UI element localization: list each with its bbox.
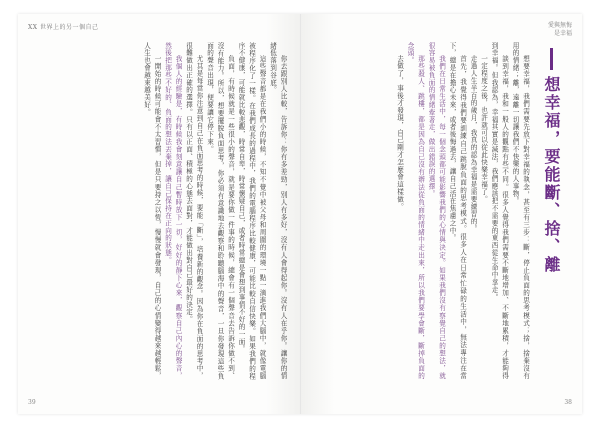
paragraph: 我們在日常生活中，每一個念頭都可能影響我們的心情與決定。如果我們沒有察覺自己的想法，就很容易被負面的情緒牽著走，做出錯誤的選擇。: [427, 42, 446, 380]
paragraph: 一開始的時候可能會不太習慣，但是只要持之以恆，慢慢就會發現，自己的心情變得越來越輕鬆，人生也會越來越美好。: [142, 42, 161, 380]
left-page: [18, 14, 301, 414]
paragraph: 一定程度之後，也許就可以從此快樂幸福了。: [479, 55, 488, 204]
paragraph: 走過人生半百的歲月，我真的認為幸福是需要練習的。: [469, 55, 477, 233]
paragraph: 去做了，事後才發現，自己剛才怎麼會這樣做。: [395, 55, 404, 211]
right-page: [301, 14, 583, 414]
paragraph: 你去跟別人比較，告訴你：你有多差勁，別人有多好，沒有人會得起你。沒有人在乎你。讓你的情緒低落到谷底。: [268, 42, 287, 380]
paragraph: 首先，我覺得我們要訓練自己跳脫負面的思考模式。很多人在日常忙碌的生活中，無法專注在當下，總是在擔心未來，或者後悔過去，讓自己活在焦慮之中。: [448, 42, 467, 380]
paragraph: 談到幸福，我和一般人的觀點有些不同。很多人覺得我們需要不斷地增加、不斷地累積，才能夠得到幸福。但我認為，幸福其實是減法，我們應該把不需要的東西從生命中拿走。: [490, 42, 509, 380]
page-number: 38: [564, 399, 572, 406]
header-line: 是幸福: [553, 30, 572, 37]
page-number: 39: [28, 399, 36, 406]
chapter-heading: 想幸福，要能斷、捨、離: [542, 76, 561, 274]
paragraph: 這些聲音都是在我們小的時候，不知不覺中被父母和周圍的環境一點一滴進我們大腦中，就像電腦被程序化了一樣。在我們成長的過程中，我們的電腦程序比較健康，可能比較自信快樂。如果我們的程序不健康，可能就比較悲觀，時常自卑，時常懷疑自己，或者時常總是會想到事情不好的一面。: [237, 42, 266, 380]
paragraph: 負面，有時候就是一些很小的聲音，就是要你做一件事的時候，總會有一個聲音去告訴你做不到、沒有能力。所以，想要擺脫負面思考，你必須有意識地去觀察和聆聽腦海中的聲音，一旦你發現這些負面的聲音出現，便要讓它停下來。: [205, 42, 235, 380]
paragraph: 我個人的經驗是，有時候我會刻意讓自己暫時放下一切，好好的靜下心來，觀察自己內心的聲音，然後把那些不好的、負面的想法丟棄掉，讓自己保持在正向的狀態。: [163, 42, 182, 380]
body-text: [313, 42, 531, 380]
chapter-heading-group: [542, 48, 560, 274]
paragraph: 那些殺人、跳樓，都是因為自己沒有辦法從負面的情緒中走出來，所以我們要學會斷，斷掉負面的念頭。: [406, 42, 425, 380]
heading-accent-bar: [550, 48, 553, 70]
running-header: XX 世界上的另一個自己: [28, 24, 99, 31]
running-header: [538, 22, 572, 38]
paragraph: 想要幸福，我們需要先放下對幸福的執念，甚至有三步：斷，停止負面的思考模式；捨，捨棄沒有用的情緒；離，遠離一切讓我們不快樂的人事物。: [511, 42, 530, 380]
book-spread: [18, 14, 582, 414]
paragraph: 尤其是每當你注意到自己在負面思考的時候，要能「斷」，培養新的觀念。因為你在負面的思考中，很難做出正確的選擇。只有以正面、積極的心態去面對，才能做出對自己最好的決定。: [184, 42, 203, 380]
body-text: [30, 42, 288, 380]
header-line: 愛與無悔: [547, 22, 572, 29]
